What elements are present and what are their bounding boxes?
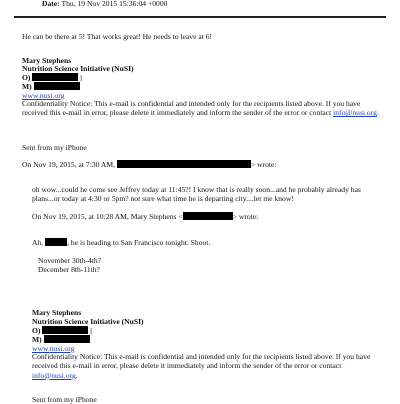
notice-email-link[interactable]: info@nusi.org — [32, 370, 76, 380]
signature-name: Mary Stephens — [22, 56, 72, 65]
sent-from-line: Sent from my iPhone — [22, 143, 87, 152]
confidentiality-notice — [22, 99, 382, 118]
proposed-dates-2: December 8th-11th? — [38, 265, 100, 274]
sent-from-line: Sent from my iPhone — [32, 395, 97, 404]
website-link[interactable]: www.nusi.org — [22, 91, 65, 100]
notice-text: Confidentiality Notice: This e-mail is confidential and intended only for the recipients listed above. If you have received this e-mail in error, please delete it immediately and inform the sender of the error or contact — [22, 99, 361, 118]
attribution-end: > wrote: — [232, 212, 259, 221]
attribution-end: > wrote: — [250, 160, 277, 169]
redaction-box — [183, 212, 233, 220]
signature-mobile-line — [22, 82, 80, 91]
quote-2-attribution — [32, 212, 258, 221]
notice-end: . — [376, 108, 379, 118]
reply-body: He can be there at 5! That works great! He needs to leave at 6! — [22, 32, 213, 41]
attribution-text: On Nov 19, 2015, at 10:28 AM, Mary Stephens < — [32, 212, 183, 221]
proposed-dates-1: November 30th-4th? — [38, 256, 102, 265]
signature-office-line — [22, 73, 82, 82]
date-value: Thu, 19 Nov 2015 15:36:04 +0000 — [61, 0, 168, 8]
redaction-box — [117, 160, 251, 168]
office-label: O) — [22, 73, 31, 82]
notice-text: Confidentiality Notice: This e-mail is confidential and intended only for the recipients listed above. If you have received this e-mail in error, please delete it immediately and inform the sender of the error or contact — [32, 352, 371, 371]
signature-org: Nutrition Science Initiative (NuSI) — [32, 317, 144, 326]
notice-email-link[interactable]: info@nusi.org — [333, 108, 377, 118]
quote-1-attribution — [22, 160, 277, 169]
redaction-box — [42, 326, 88, 334]
signature-org: Nutrition Science Initiative (NuSI) — [22, 64, 134, 73]
redaction-box — [44, 335, 90, 343]
attribution-text: On Nov 19, 2015, at 7:30 AM, — [22, 160, 116, 169]
signature-mobile-line — [32, 335, 90, 344]
date-label: Date: — [42, 0, 60, 8]
header-divider — [14, 16, 386, 18]
website-link[interactable]: www.nusi.org — [32, 344, 75, 353]
quote-2-line-1 — [32, 238, 210, 247]
redaction-box — [34, 82, 80, 90]
email-date-line — [42, 0, 167, 8]
mobile-label: M) — [22, 82, 32, 91]
line-start: Ah, — [32, 238, 44, 247]
office-label: O) — [32, 326, 41, 335]
confidentiality-notice — [32, 352, 384, 380]
redaction-box — [45, 238, 67, 246]
quote-1-body: oh wow...could he come see Jeffrey today at 11:45?! I know that is really soon...and he probably already has plans...or today at 4:30 or 5pm? not sure what time he is departing city....let me know! — [32, 185, 361, 204]
notice-end: . — [75, 370, 78, 380]
mobile-label: M) — [32, 335, 42, 344]
signature-name: Mary Stephens — [32, 308, 82, 317]
signature-office-line — [32, 326, 92, 335]
office-separator: | — [80, 73, 82, 82]
line-end: , he is heading to San Francisco tonight. Shoot. — [67, 238, 211, 247]
office-separator: | — [90, 326, 92, 335]
redaction-box — [32, 73, 78, 81]
